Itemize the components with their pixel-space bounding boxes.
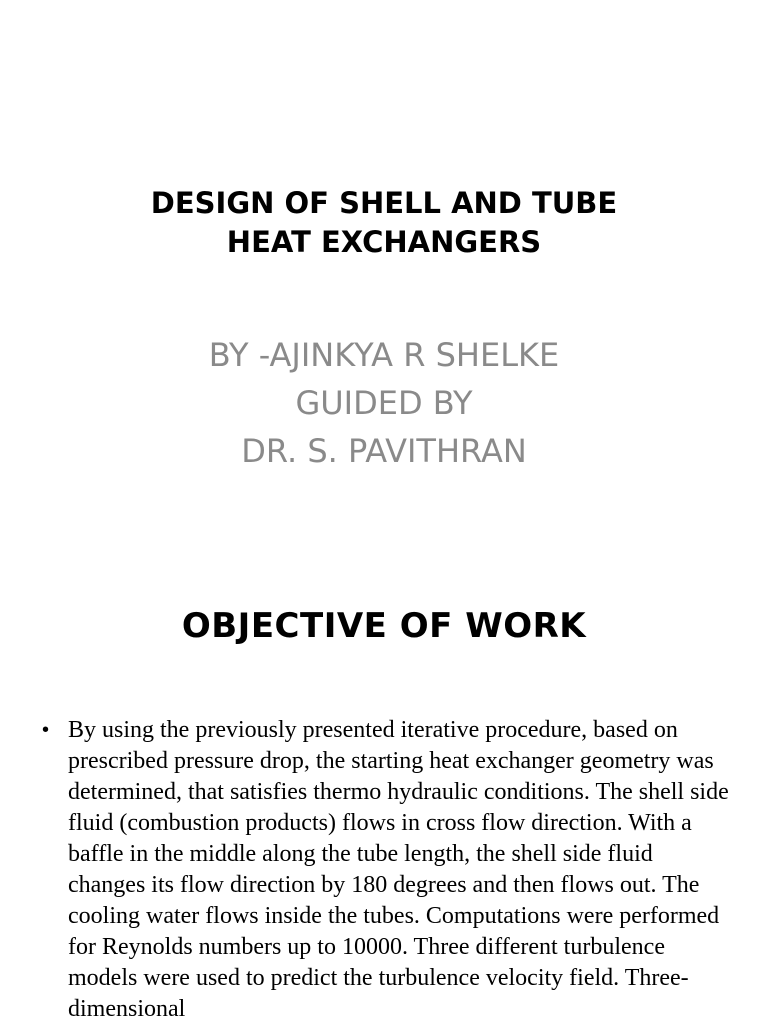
guided-by-line: GUIDED BY bbox=[295, 384, 473, 422]
slide-title bbox=[0, 184, 768, 262]
section-heading: OBJECTIVE OF WORK bbox=[181, 606, 587, 646]
guide-name-line: DR. S. PAVITHRAN bbox=[241, 432, 527, 470]
title-line-1: DESIGN OF SHELL AND TUBE bbox=[150, 186, 618, 220]
bullet-icon: • bbox=[42, 719, 50, 741]
bullet-text: By using the previously presented iterative procedure, based on prescribed pressure drop, the starting heat exchanger geometry was determined, that satisfies thermo hydraulic conditions. The shell side fluid (combustion products) flows in cross flow direction. With a baffle in the middle along the tube length, the shell side fluid changes its flow direction by 180 degrees and then flows out. The cooling water flows inside the tubes. Computations were performed for Reynolds numbers up to 10000. Three different turbulence models were used to predict the turbulence velocity field. Three-dimensional bbox=[68, 717, 729, 1022]
author-line: BY -AJINKYA R SHELKE bbox=[208, 336, 560, 374]
title-line-2: HEAT EXCHANGERS bbox=[226, 225, 542, 259]
slide-subtitle bbox=[0, 331, 768, 475]
bullet-list bbox=[40, 715, 730, 1024]
list-item bbox=[40, 715, 730, 1024]
